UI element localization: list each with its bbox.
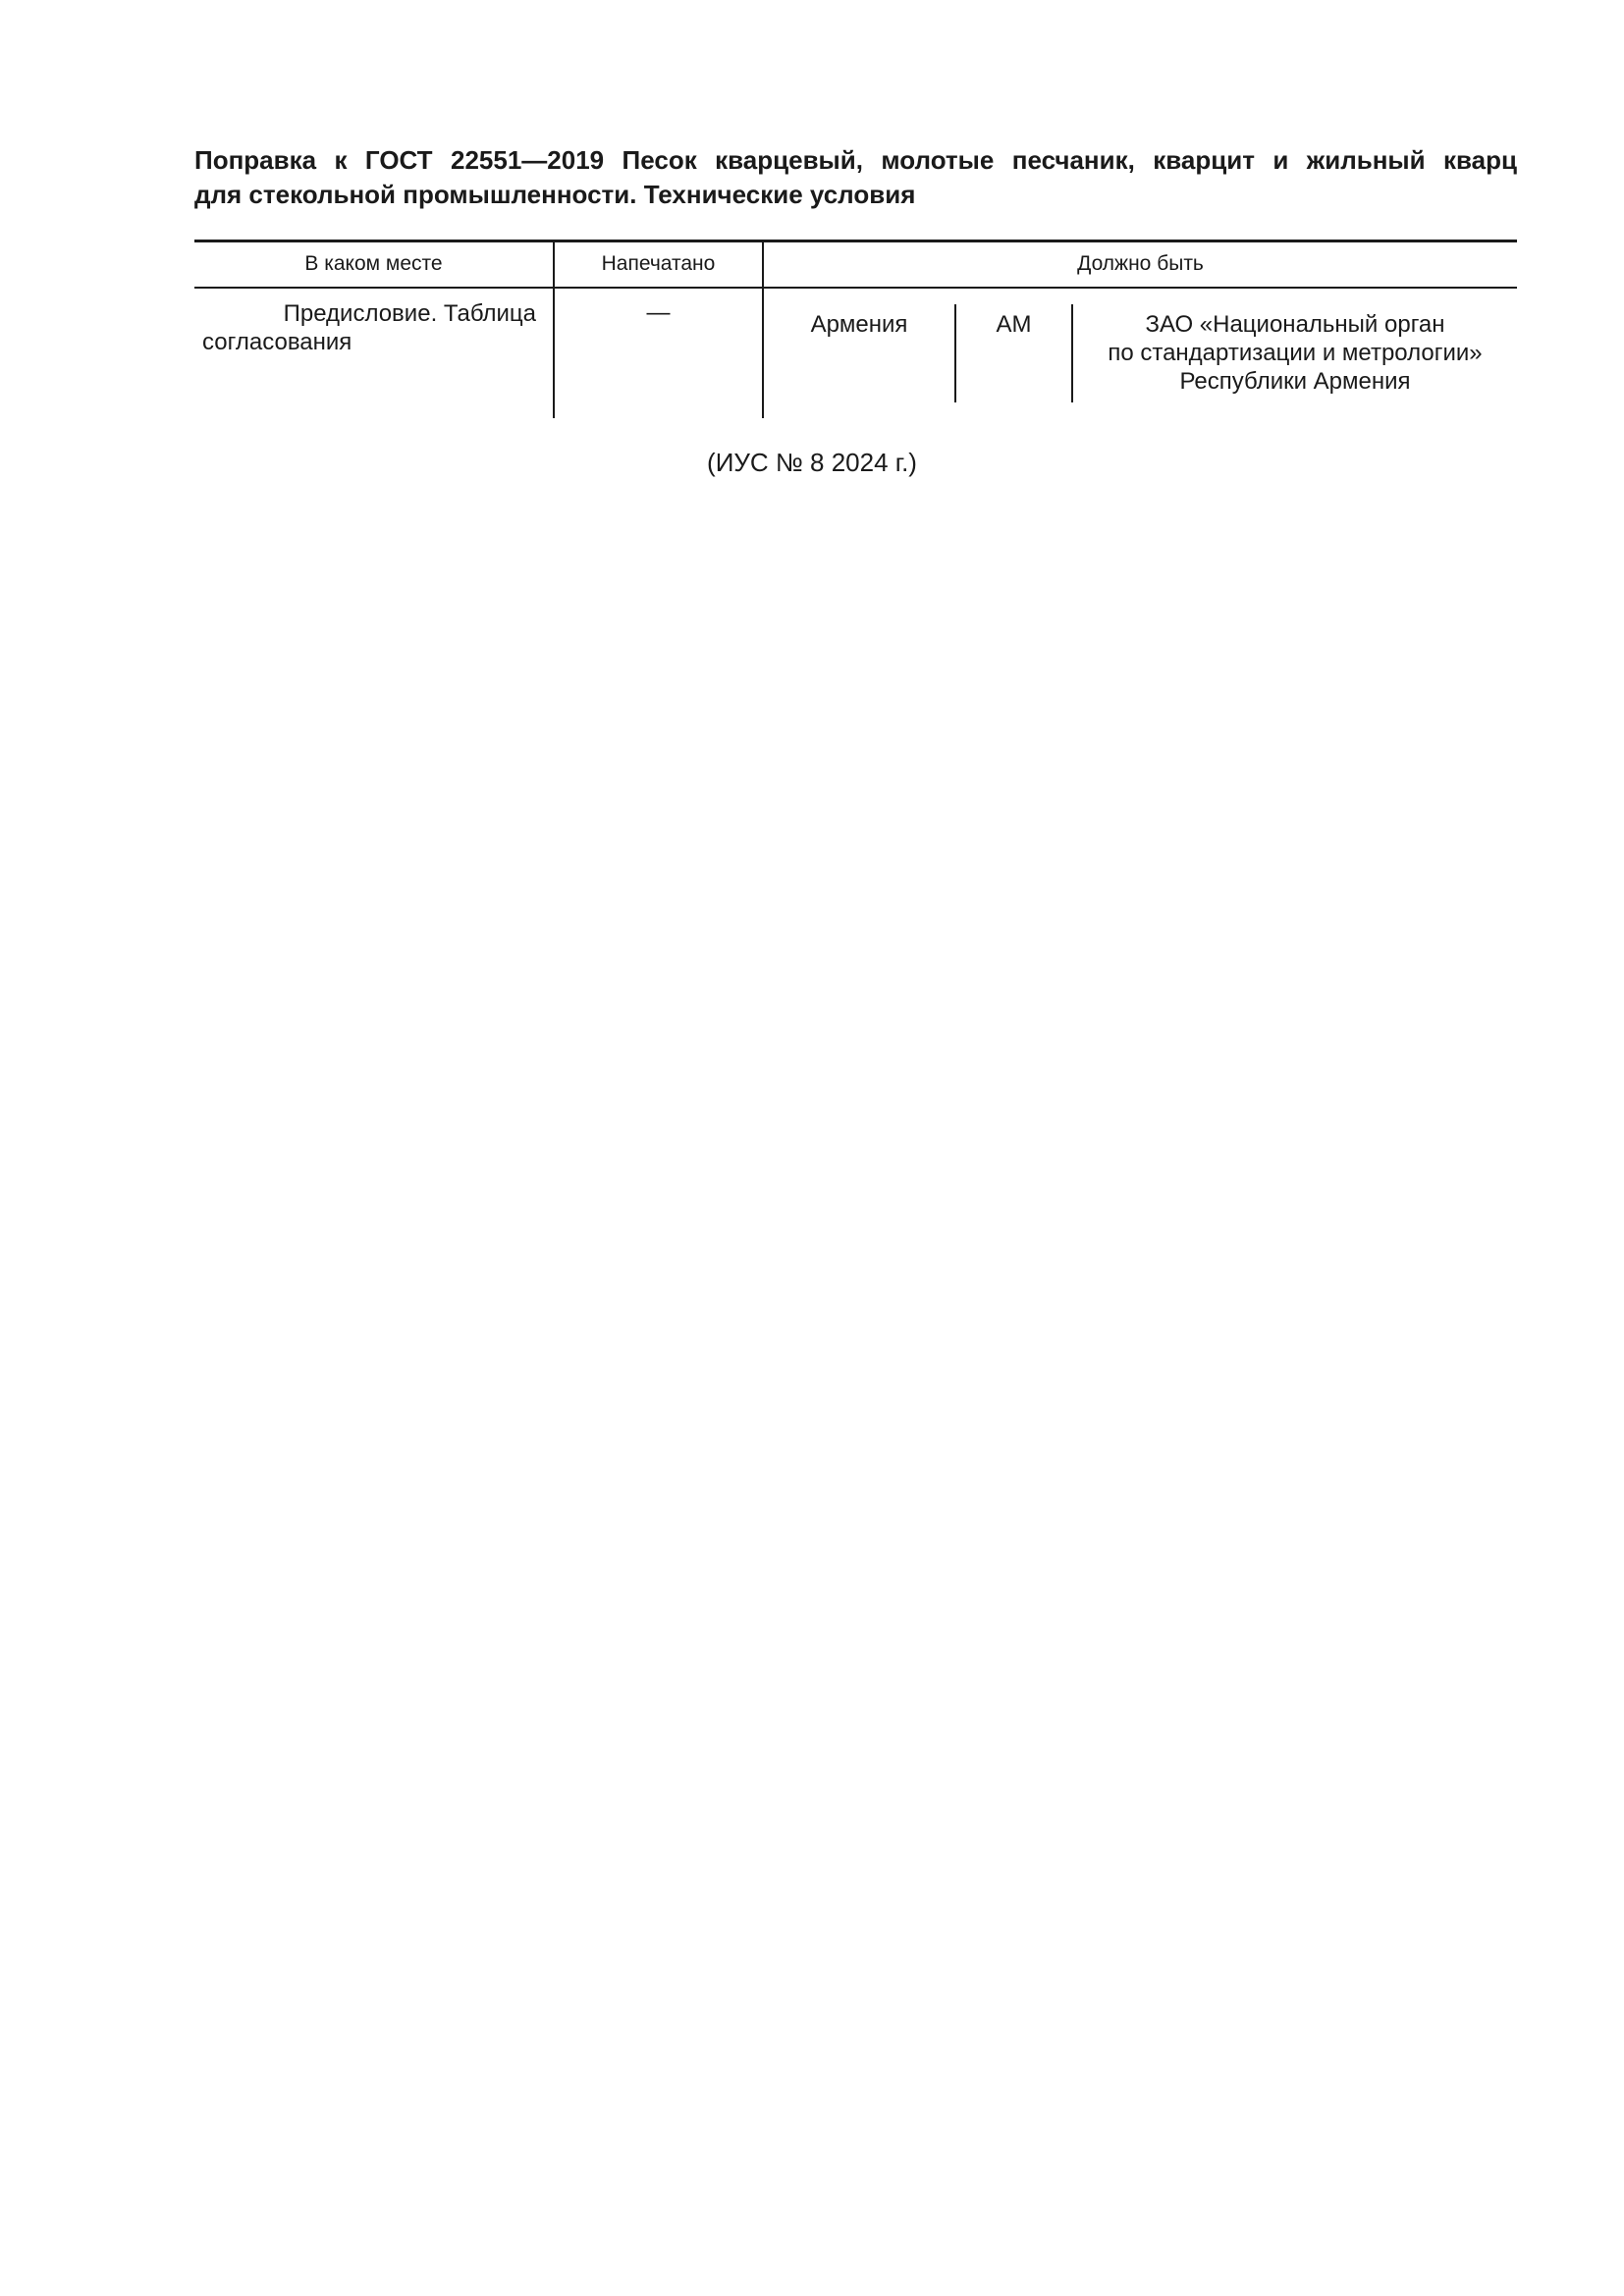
title-line-1: Поправка к ГОСТ 22551—2019 Песок кварцевый, молотые песчаник, кварцит и жильный кварц: [194, 145, 1517, 175]
organization-cell: [1073, 310, 1517, 396]
amendment-table: [194, 240, 1517, 418]
organization-line-2: по стандартизации и метрологии»: [1108, 340, 1483, 366]
table-header-rule: [194, 287, 1517, 289]
country-code-cell: AM: [996, 311, 1032, 338]
header-printed: Напечатано: [601, 252, 716, 275]
table-top-rule: [194, 240, 1517, 242]
organization-line-1: ЗАО «Национальный орган: [1145, 311, 1445, 338]
organization-line-3: Республики Армения: [1179, 368, 1411, 395]
country-cell: Армения: [810, 311, 908, 338]
header-should-be: Должно быть: [1077, 252, 1204, 275]
location-cell: [202, 299, 536, 356]
header-location: В каком месте: [304, 252, 443, 275]
amendment-title: [194, 143, 1517, 212]
location-line-2: согласования: [202, 329, 352, 355]
printed-cell: —: [646, 299, 671, 326]
title-line-2: для стекольной промышленности. Технические условия: [194, 180, 916, 209]
location-line-1: Предисловие. Таблица: [283, 300, 536, 327]
issue-reference: (ИУС № 8 2024 г.): [707, 448, 917, 477]
